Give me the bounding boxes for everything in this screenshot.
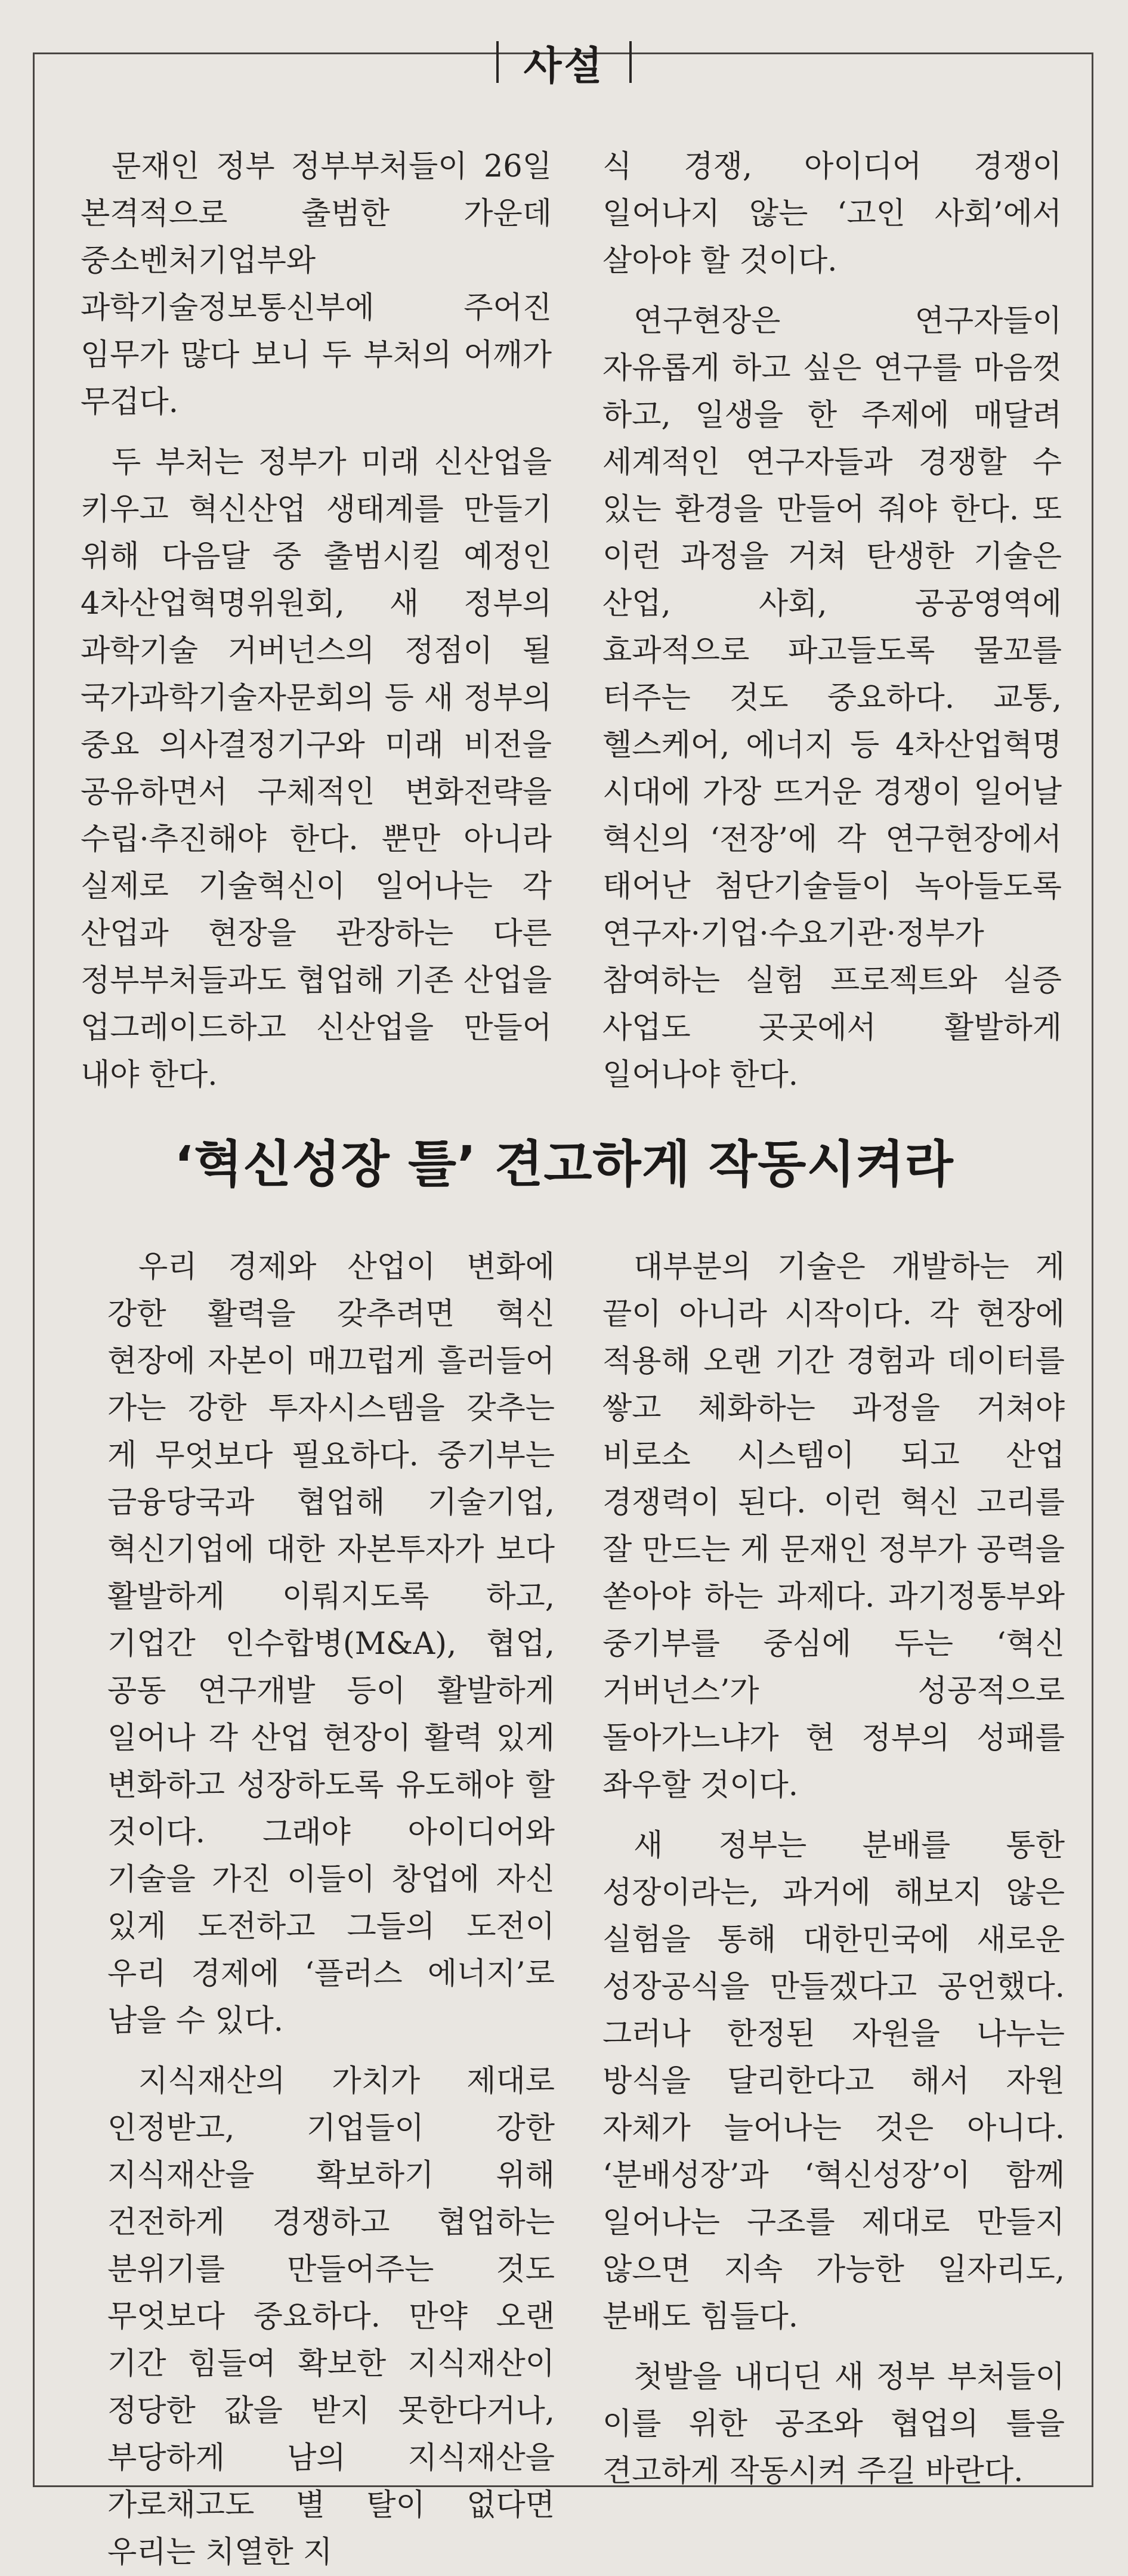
paragraph: 새 정부는 분배를 통한 성장이라는, 과거에 해보지 않은 실험을 통해 대한민국에 새로운 성장공식을 만들겠다고 공언했다. 그러나 한정된 자원을 나누는 방식을 달리한다고 해서 자원 자체가 늘어나는 것은 아니다. ‘분배성장’과 ‘혁신성장’이 함께 일어나는 구조를 제대로 만들지 않으면 지속 가능한 일자리도, 분배도 힘들다.	[602, 1828, 1065, 2334]
paragraph: 지식재산의 가치가 제대로 인정받고, 기업들이 강한 지식재산을 확보하기 위해 건전하게 경쟁하고 협업하는 분위기를 만들어주는 것도 무엇보다 중요하다. 만약 오랜 기간 힘들여 확보한 지식재산이 정당한 값을 받지 못한다거나, 부당하게 남의 지식재산을 가로채고도 별 탈이 없다면 우리는 치열한 지	[107, 2064, 555, 2570]
upper-left-column	[81, 143, 552, 1093]
section-label: 사설	[523, 42, 605, 89]
header-divider-left	[496, 41, 499, 83]
editorial-headline: ‘혁신성장 틀’ 견고하게 작동시켜라	[174, 1135, 954, 1193]
section-header	[0, 38, 1128, 89]
paragraph: 두 부처는 정부가 미래 신산업을 키우고 혁신산업 생태계를 만들기 위해 다음달 중 출범시킬 예정인 4차산업혁명위원회, 새 정부의 과학기술 거버넌스의 정점이 될 국가과학기술자문회의 등 새 정부의 중요 의사결정기구와 미래 비전을 공유하면서 구체적인 변화전략을 수립·추진해야 한다. 뿐만 아니라 실제로 기술혁신이 일어나는 각 산업과 현장을 관장하는 다른 정부부처들과도 협업해 기존 산업을 업그레이드하고 신산업을 만들어 내야 한다.	[81, 445, 552, 1093]
paragraph: 연구현장은 연구자들이 자유롭게 하고 싶은 연구를 마음껏 하고, 일생을 한 주제에 매달려 세계적인 연구자들과 경쟁할 수 있는 환경을 만들어 줘야 한다. 또 이런 과정을 거쳐 탄생한 기술은 산업, 사회, 공공영역에 효과적으로 파고들도록 물꼬를 터주는 것도 중요하다. 교통, 헬스케어, 에너지 등 4차산업혁명 시대에 가장 뜨거운 경쟁이 일어날 혁신의 ‘전장’에 각 연구현장에서 태어난 첨단기술들이 녹아들도록 연구자·기업·수요기관·정부가 참여하는 실험 프로젝트와 실증 사업도 곳곳에서 활발하게 일어나야 한다.	[602, 304, 1062, 1093]
paragraph: 첫발을 내디딘 새 정부 부처들이 이를 위한 공조와 협업의 틀을 견고하게 작동시켜 주길 바란다.	[602, 2359, 1065, 2489]
paragraph: 대부분의 기술은 개발하는 게 끝이 아니라 시작이다. 각 현장에 적용해 오랜 기간 경험과 데이터를 쌓고 체화하는 과정을 거쳐야 비로소 시스템이 되고 산업 경쟁력이 된다. 이런 혁신 고리를 잘 만드는 게 문재인 정부가 공력을 쏟아야 하는 과제다. 과기정통부와 중기부를 중심에 두는 ‘혁신 거버넌스’가 성공적으로 돌아가느냐가 현 정부의 성패를 좌우할 것이다.	[602, 1250, 1065, 1803]
header-divider-right	[629, 41, 632, 83]
upper-right-column	[602, 143, 1062, 1093]
paragraph: 문재인 정부 정부부처들이 26일 본격적으로 출범한 가운데 중소벤처기업부와 과학기술정보통신부에 주어진 임무가 많다 보니 두 부처의 어깨가 무겁다.	[81, 149, 552, 420]
lower-left-column	[107, 1244, 555, 2570]
lower-right-column	[602, 1244, 1065, 2489]
paragraph: 식 경쟁, 아이디어 경쟁이 일어나지 않는 ‘고인 사회’에서 살아야 할 것이다.	[602, 149, 1062, 279]
paragraph: 우리 경제와 산업이 변화에 강한 활력을 갖추려면 혁신 현장에 자본이 매끄럽게 흘러들어 가는 강한 투자시스템을 갖추는 게 무엇보다 필요하다. 중기부는 금융당국과 협업해 기술기업, 혁신기업에 대한 자본투자가 보다 활발하게 이뤄지도록 하고, 기업간 인수합병(M&A), 협업, 공동 연구개발 등이 활발하게 일어나 각 산업 현장이 활력 있게 변화하고 성장하도록 유도해야 할 것이다. 그래야 아이디어와 기술을 가진 이들이 창업에 자신 있게 도전하고 그들의 도전이 우리 경제에 ‘플러스 에너지’로 남을 수 있다.	[107, 1250, 555, 2039]
